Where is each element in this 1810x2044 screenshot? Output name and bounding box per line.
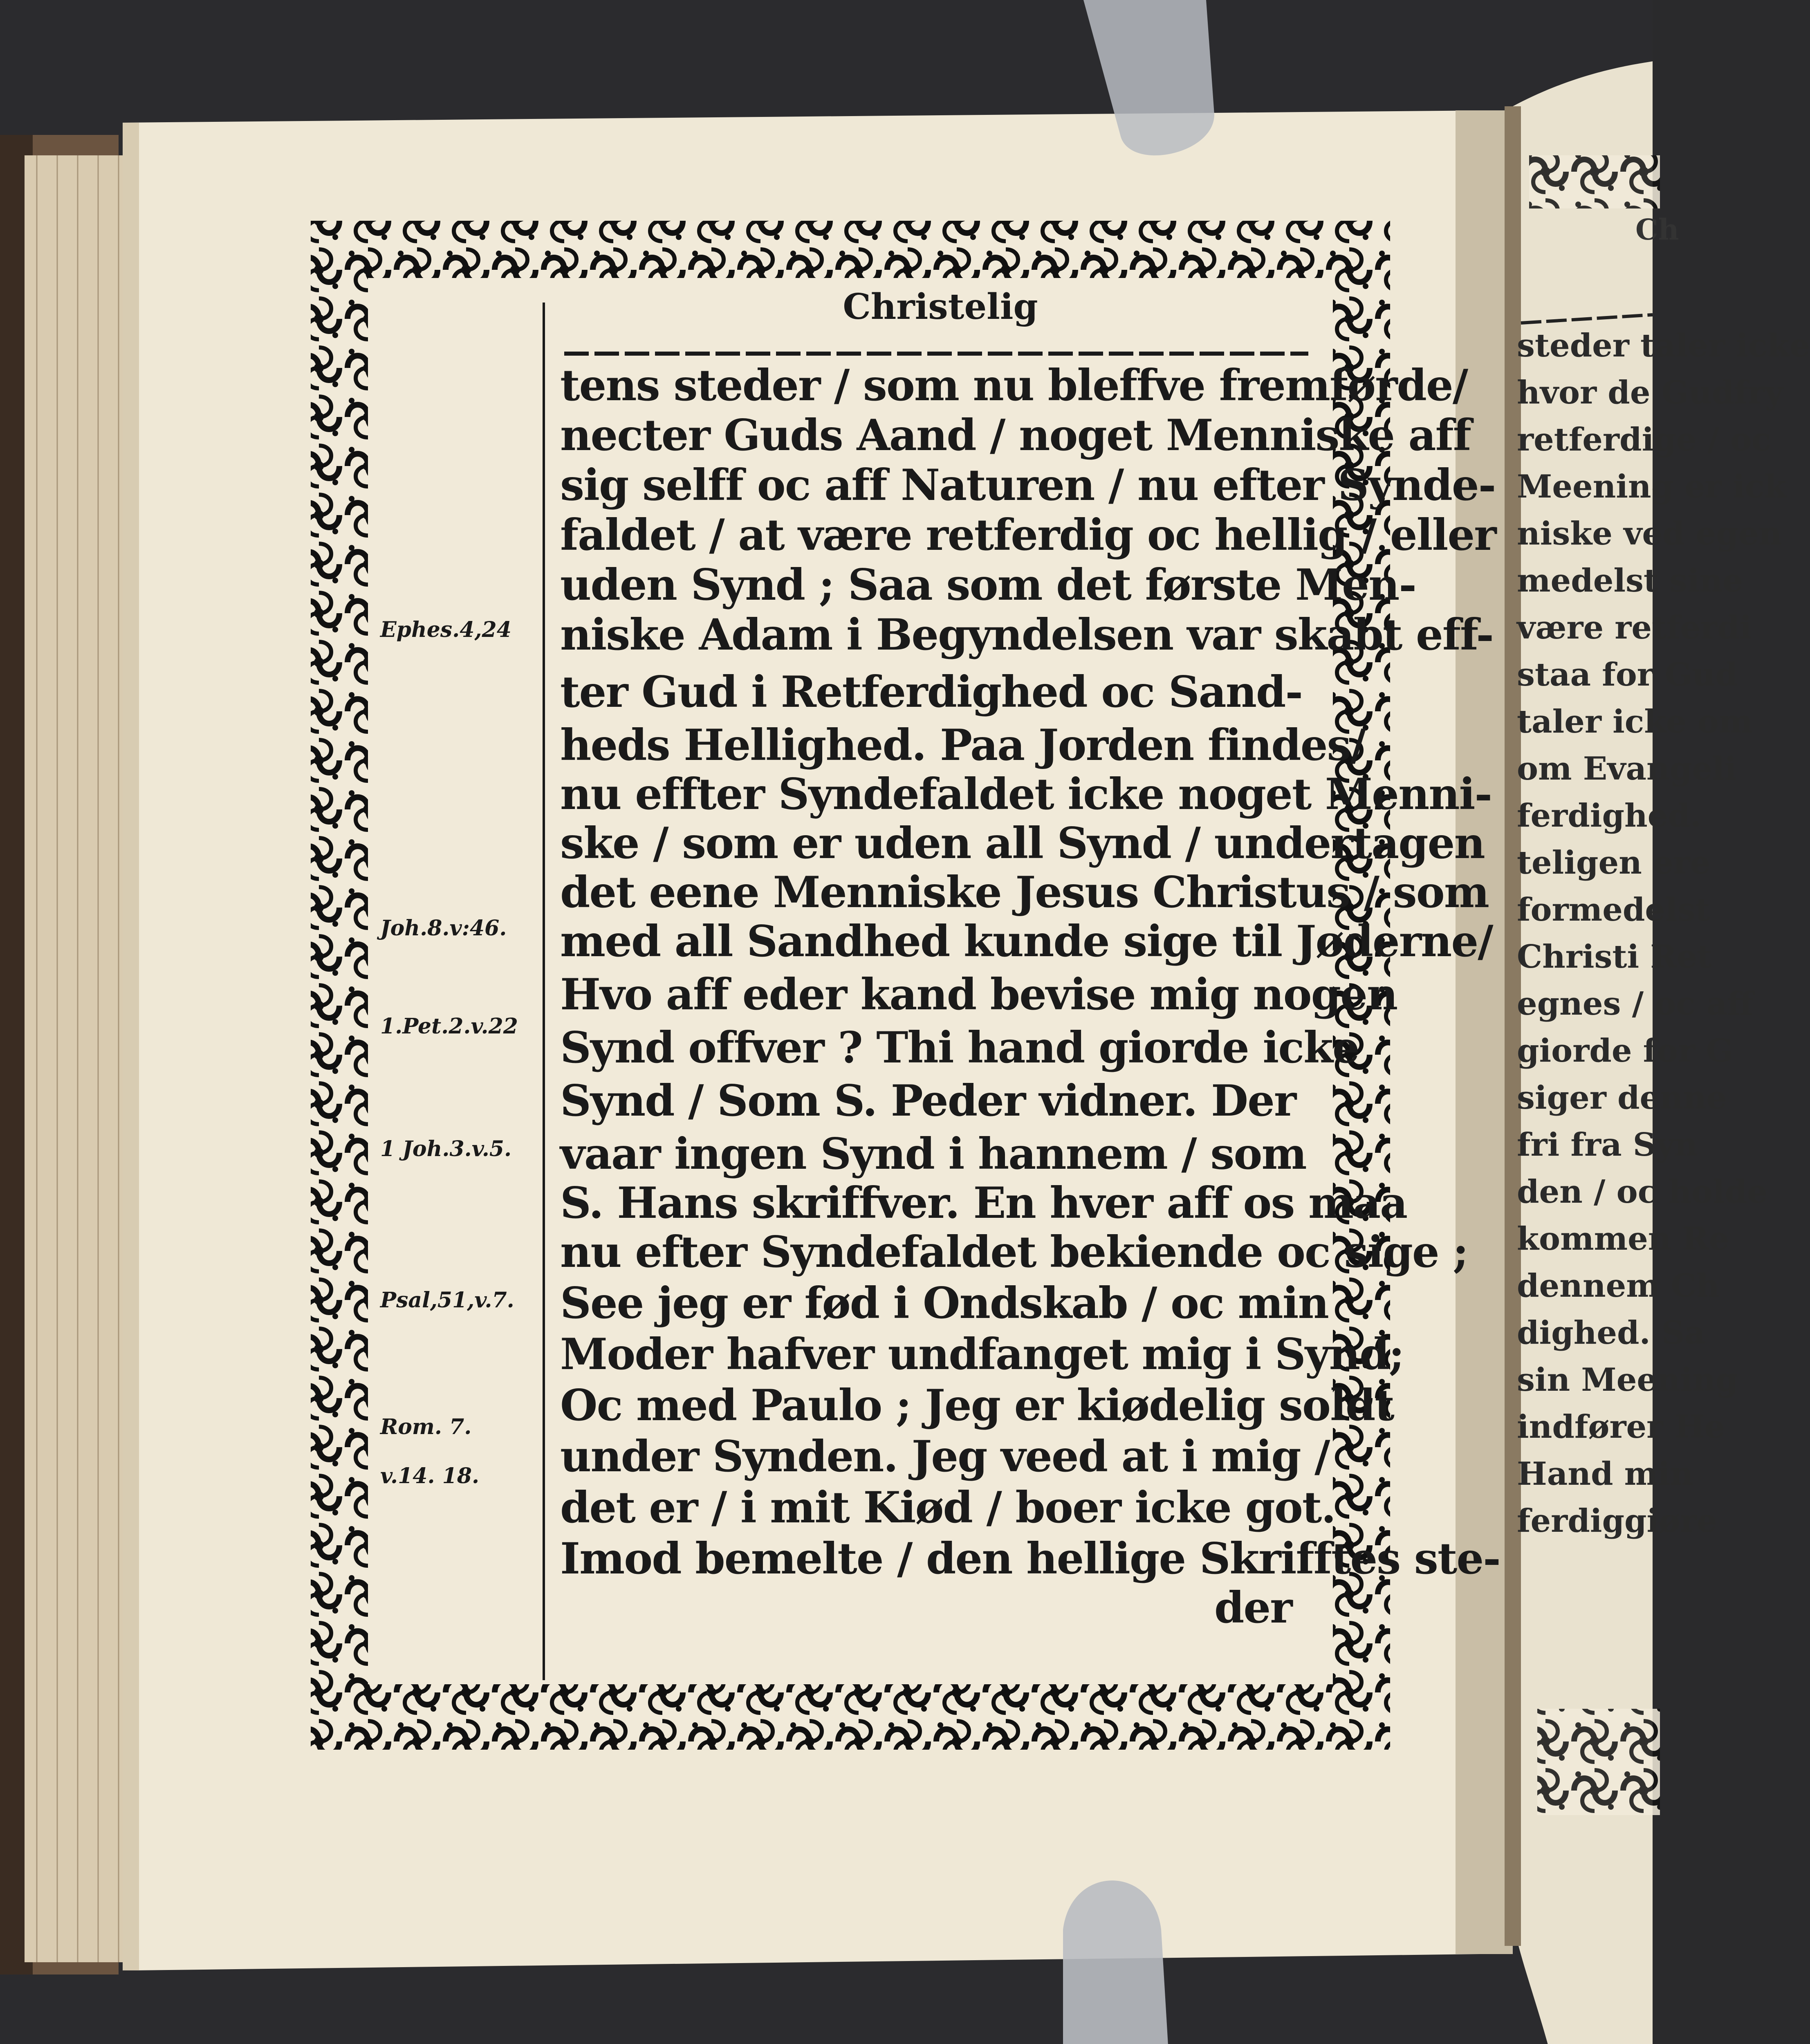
- text-line: See jeg er fød i Ondskab / oc min: [560, 1278, 1328, 1328]
- margin-note: 1 Joh.3.v.5.: [380, 1136, 512, 1161]
- text-line: heds Hellighed. Paa Jorden findes/: [560, 719, 1365, 770]
- text-line: niske Adam i Begyndelsen var skabt eff-: [560, 609, 1493, 660]
- facing-line: ferdiggiøre: [1517, 1502, 1717, 1540]
- facing-line: niske ved egen: [1517, 515, 1782, 552]
- facing-line: siger denne: [1517, 1079, 1727, 1116]
- facing-line: være retferdi: [1517, 609, 1752, 646]
- text-line: vaar ingen Synd i hannem / som: [560, 1128, 1306, 1179]
- facing-line: retferdige / oc: [1517, 421, 1771, 458]
- border-left: [311, 221, 368, 1750]
- facing-line: steder taler icke: [1517, 327, 1810, 364]
- facing-line: dighed. Sa: [1517, 1314, 1705, 1351]
- facing-line: kommen Re: [1517, 1220, 1729, 1257]
- text-line: Hvo aff eder kand bevise mig nogen: [560, 969, 1397, 1020]
- running-head: Christelig: [843, 286, 1038, 327]
- text-line: faldet / at være retferdig oc hellig / eller: [560, 509, 1496, 560]
- text-line: tens steder / som nu bleffve fremførde/: [560, 360, 1468, 410]
- margin-note: Joh.8.v:46.: [380, 916, 507, 941]
- text-line: nu efter Syndefaldet bekiende oc sige ;: [560, 1226, 1468, 1277]
- facing-line: Meening er ick: [1517, 468, 1787, 505]
- text-line: ter Gud i Retferdighed oc Sand-: [560, 666, 1303, 717]
- border-bottom: [311, 1684, 1390, 1750]
- border-top: [311, 221, 1390, 278]
- text-line: Moder hafver undfanget mig i Synd;: [560, 1329, 1404, 1379]
- text-line: sig selff oc aff Naturen / nu efter Synde-: [560, 459, 1496, 510]
- facing-line: den / oc holde: [1517, 1173, 1767, 1210]
- text-line: nu effter Syndefaldet icke noget Menni-: [560, 769, 1492, 819]
- facing-line: medelst sine: [1517, 562, 1743, 599]
- facing-line: egnes / oc aff: [1517, 985, 1754, 1022]
- facing-line: sin Meening: [1517, 1361, 1738, 1399]
- facing-line: formedelst: [1517, 891, 1710, 928]
- text-line: necter Guds Aand / noget Menniske aff: [560, 410, 1471, 460]
- text-line-catchword: der: [1214, 1582, 1292, 1633]
- text-line: det er / i mit Kiød / boer icke got.: [560, 1482, 1335, 1533]
- facing-line: dennem Ch: [1517, 1267, 1720, 1304]
- facing-page-text: [1517, 303, 1810, 1692]
- facing-line: indfører He: [1517, 1408, 1725, 1446]
- text-line: uden Synd ; Saa som det første Men-: [560, 559, 1416, 610]
- facing-running-head: Ch: [1635, 213, 1679, 247]
- facing-line: hvor de Gudfry: [1517, 374, 1783, 411]
- facing-line: taler icke om: [1517, 703, 1753, 740]
- facing-line: Christi Ret: [1517, 938, 1712, 975]
- margin-note: 1.Pet.2.v.22: [380, 1014, 518, 1039]
- text-line: med all Sandhed kunde sige til Jøderne/: [560, 916, 1493, 966]
- text-line: Imod bemelte / den hellige Skrifftes ste-: [560, 1533, 1500, 1584]
- facing-line: ferdighed.: [1517, 797, 1702, 834]
- facing-line: teligen ere: [1517, 844, 1711, 881]
- facing-line: om Evangeli: [1517, 750, 1737, 787]
- text-line: Synd offver ? Thi hand giorde icke: [560, 1022, 1359, 1073]
- text-line: S. Hans skriffver. En hver aff os maa: [560, 1177, 1407, 1228]
- margin-note: Psal,51,v.7.: [380, 1288, 514, 1313]
- facing-line: staa for Gud: [1517, 656, 1738, 693]
- text-line: Synd / Som S. Peder vidner. Der: [560, 1075, 1296, 1126]
- text-line: det eene Menniske Jesus Christus / som: [560, 867, 1489, 917]
- text-line: ske / som er uden all Synd / undertagen: [560, 818, 1485, 868]
- margin-note: v.14. 18.: [380, 1464, 480, 1488]
- margin-note: Ephes.4,24: [380, 617, 511, 642]
- text-line: Oc med Paulo ; Jeg er kiødelig soldt: [560, 1380, 1394, 1430]
- facing-line: giorde for G: [1517, 1032, 1734, 1069]
- text-line: under Synden. Jeg veed at i mig /: [560, 1431, 1330, 1481]
- facing-line: Hand min: [1517, 1455, 1693, 1493]
- margin-note: Rom. 7.: [380, 1414, 472, 1439]
- facing-line: fri fra Syn: [1517, 1126, 1698, 1163]
